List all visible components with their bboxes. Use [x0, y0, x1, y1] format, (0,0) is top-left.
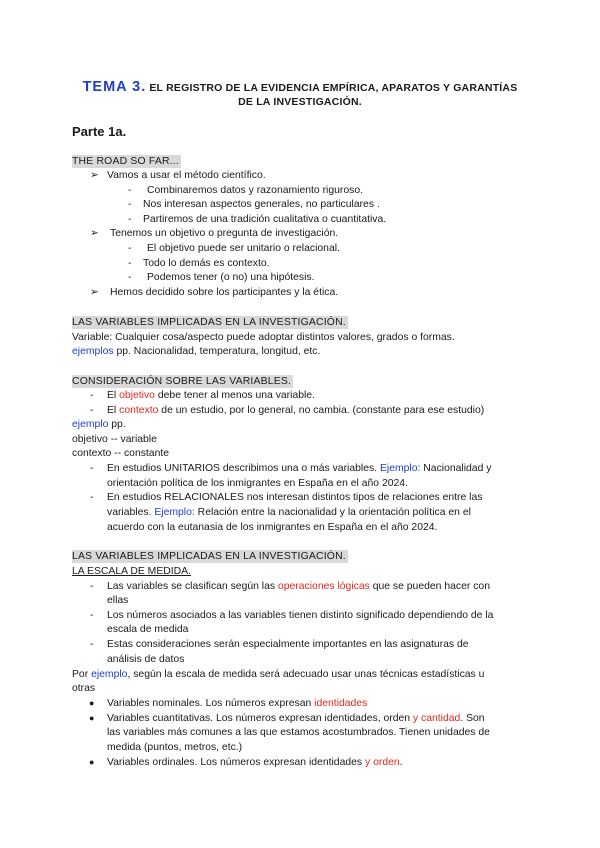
dash-marker: -: [90, 390, 94, 401]
text-run: que se pueden hacer con: [369, 581, 490, 592]
text-run: variables.: [107, 507, 155, 518]
ejemplo-label: ejemplo: [72, 419, 109, 430]
dot-bullet-icon: ●: [89, 757, 95, 767]
dash-item-text: En estudios RELACIONALES nos interesan distintos tipos de relaciones entre las: [107, 492, 483, 503]
contexto-constante-line: contexto -- constante: [72, 448, 170, 459]
bullet-text: Vamos a usar el método científico.: [107, 170, 266, 181]
text-run: Las variables se clasifican según las: [107, 581, 278, 592]
dash-marker: -: [90, 405, 94, 416]
bullet-text: [107, 756, 403, 769]
dash-item-text: escala de medida: [107, 624, 189, 635]
dash-marker: -: [128, 258, 132, 269]
arrow-bullet-icon: ➢: [90, 228, 99, 239]
section-heading-variables: LAS VARIABLES IMPLICADAS EN LA INVESTIGACIÓN.: [72, 317, 346, 328]
contexto-term: contexto: [119, 405, 159, 416]
text-run: Por: [72, 669, 92, 680]
document-title-line2: DE LA INVESTIGACIÓN.: [238, 96, 362, 108]
dash-marker: -: [90, 463, 94, 474]
section-heading-consideracion: CONSIDERACIÓN SOBRE LAS VARIABLES.: [72, 376, 292, 387]
dash-item-text: acuerdo con la eutanasia de los inmigrantes en España en el año 2024.: [107, 522, 438, 533]
paragraph-text: [72, 668, 484, 681]
text-run: , según la escala de medida será adecuado usar unas técnicas estadísticas u: [127, 669, 485, 680]
ejemplo-label: ejemplo: [91, 669, 128, 680]
arrow-bullet-icon: ➢: [90, 287, 99, 298]
tema-label: TEMA 3.: [82, 79, 147, 95]
dash-item-text: Estas consideraciones serán especialmente importantes en las asignaturas de: [107, 639, 469, 650]
sub-bullet-text: Combinaremos datos y razonamiento riguroso.: [147, 185, 363, 196]
dash-item-text: [107, 580, 490, 593]
variable-examples: [72, 345, 320, 358]
dash-marker: -: [90, 610, 94, 621]
cantidad-term: y cantidad: [412, 713, 461, 724]
text-run: de un estudio, por lo general, no cambia. (constante para ese estudio): [158, 405, 485, 416]
dash-marker: -: [90, 492, 94, 503]
dash-marker: -: [128, 272, 132, 283]
text-run: Variables cuantitativas. Los números expresan identidades, orden: [107, 713, 413, 724]
bullet-text: [107, 712, 485, 725]
text-run: Nacionalidad y: [420, 463, 492, 474]
dash-marker: -: [128, 214, 132, 225]
dash-marker: -: [90, 581, 94, 592]
dash-item-text: análisis de datos: [107, 654, 185, 665]
text-run: .: [399, 757, 403, 768]
section-heading-road: THE ROAD SO FAR...: [72, 156, 179, 167]
ejemplo-label: Ejemplo:: [379, 463, 421, 474]
title-text-1: EL REGISTRO DE LA EVIDENCIA EMPÍRICA, APARATOS Y GARANTÍAS: [146, 82, 518, 94]
part-heading: Parte 1a.: [72, 124, 127, 139]
text-run: debe tener al menos una variable.: [154, 390, 315, 401]
identidades-term: identidades: [314, 698, 368, 709]
text-run: Relación entre la nacionalidad y la orientación política en el: [194, 507, 471, 518]
dash-marker: -: [128, 199, 132, 210]
bullet-text: [107, 697, 367, 710]
sub-bullet-text: Partiremos de una tradición cualitativa o cuantitativa.: [143, 214, 387, 225]
examples-text: pp. Nacionalidad, temperatura, longitud, etc.: [113, 346, 321, 357]
sub-bullet-text: Podemos tener (o no) una hipótesis.: [147, 272, 315, 283]
document-title-line1: [0, 79, 600, 95]
dash-item-text: [107, 506, 471, 519]
dot-bullet-icon: ●: [89, 713, 95, 723]
dash-item-text: ellas: [107, 595, 129, 606]
dash-marker: -: [128, 243, 132, 254]
dash-item-text: [107, 404, 484, 417]
operaciones-logicas-term: operaciones lógicas: [277, 581, 370, 592]
dash-item-text: Los números asociados a las variables tienen distinto significado dependiendo de la: [107, 610, 494, 621]
bullet-text: Hemos decidido sobre los participantes y la ética.: [110, 287, 339, 298]
dot-bullet-icon: ●: [89, 698, 95, 708]
orden-term: y orden: [365, 757, 400, 768]
text-run: Variables nominales. Los números expresan: [107, 698, 315, 709]
text-run: Variables ordinales. Los números expresan identidades: [107, 757, 365, 768]
dash-item-text: [107, 389, 315, 402]
dash-marker: -: [128, 185, 132, 196]
bullet-text: Tenemos un objetivo o pregunta de investigación.: [110, 228, 339, 239]
ejemplo-label: Ejemplo:: [154, 507, 195, 518]
text-run: . Son: [460, 713, 485, 724]
sub-bullet-text: Todo lo demás es contexto.: [143, 258, 270, 269]
ejemplos-label: ejemplos: [72, 346, 114, 357]
ejemplo-line: [72, 418, 126, 431]
text-run: El: [107, 405, 120, 416]
dash-item-text: [107, 462, 491, 475]
bullet-text: medida (puntos, metros, etc.): [107, 742, 243, 753]
subheading-escala: LA ESCALA DE MEDIDA.: [72, 566, 191, 577]
text-run: En estudios UNITARIOS describimos una o más variables.: [107, 463, 380, 474]
text-run: El: [107, 390, 120, 401]
section-heading-variables-2: LAS VARIABLES IMPLICADAS EN LA INVESTIGACIÓN.: [72, 551, 346, 562]
dash-item-text: orientación política de los inmigrantes en España en el año 2024.: [107, 478, 408, 489]
bullet-text: las variables más comunes a las que estamos acostumbrados. Tienen unidades de: [107, 727, 490, 738]
arrow-bullet-icon: ➢: [90, 170, 99, 181]
dash-marker: -: [90, 639, 94, 650]
variable-definition: Variable: Cualquier cosa/aspecto puede adoptar distintos valores, grados o formas.: [72, 332, 455, 343]
objetivo-term: objetivo: [119, 390, 155, 401]
paragraph-text: otras: [72, 683, 96, 694]
text-run: pp.: [108, 419, 126, 430]
sub-bullet-text: Nos interesan aspectos generales, no particulares .: [143, 199, 380, 210]
objetivo-variable-line: objetivo -- variable: [72, 434, 157, 445]
sub-bullet-text: El objetivo puede ser unitario o relacional.: [147, 243, 340, 254]
